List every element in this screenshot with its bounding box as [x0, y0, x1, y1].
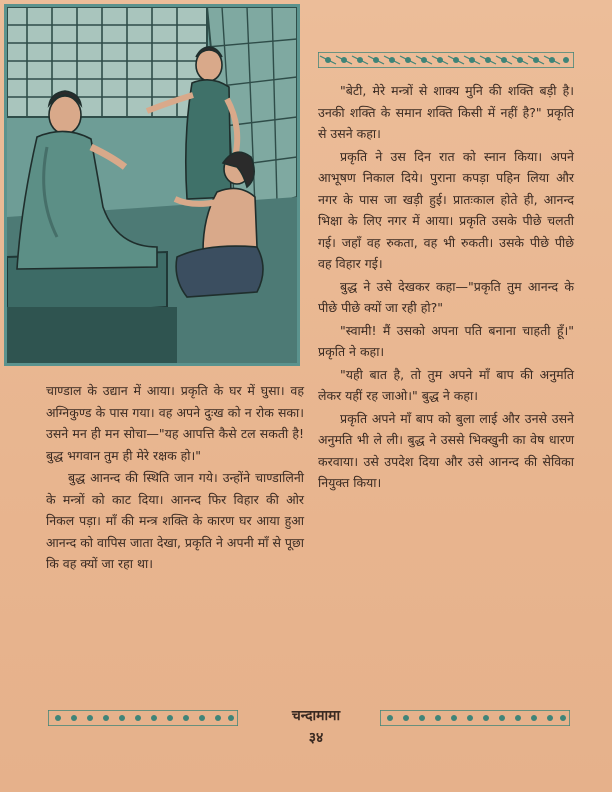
right-text-column: [318, 80, 574, 495]
paragraph: चाण्डाल के उद्यान में आया। प्रकृति के घर में घुसा। वह अग्निकुण्ड के पास गया। वह अपने दुःख को न रोक सका। उसने मन ही मन सोचा—"यह आपत्ति कैसे टल सकती है! बुद्ध भगवान तुम ही मेरे रक्षक हो।": [46, 383, 304, 463]
paragraph: प्रकृति ने उस दिन रात को स्नान किया। अपने आभूषण निकाल दिये। पुराना कपड़ा पहिन लिया और नगर के पास जा खड़ी हुई। प्रातःकाल होते ही, आनन्द भिक्षा के लिए नगर में आया। प्रकृति उसके पीछे चलती गई। जहाँ वह रुकता, वह भी रुकती। उसके पीछे पीछे वह विहार गई।: [318, 148, 574, 271]
floral-border-icon: [318, 52, 574, 68]
paragraph: "स्वामी! मैं उसको अपना पति बनाना चाहती हूँ।" प्रकृति ने कहा।: [318, 322, 574, 359]
paragraph: "यही बात है, तो तुम अपने माँ बाप की अनुमति लेकर यहीं रह जाओ।" बुद्ध ने कहा।: [318, 366, 574, 403]
magazine-title: चन्दामामा: [291, 708, 341, 724]
illustration-panel: [4, 4, 300, 366]
paragraph: बुद्ध ने उसे देखकर कहा—"प्रकृति तुम आनन्द के पीछे पीछे क्यों जा रही हो?": [318, 278, 574, 315]
paragraph: प्रकृति अपने माँ बाप को बुला लाई और उनसे उसने अनुमति भी ले ली। बुद्ध ने उससे भिक्खुनी का वेष धारण करवाया। उसे उपदेश दिया और उसे आनन्द की सेविका नियुक्त किया।: [318, 410, 574, 490]
floral-border-icon: [380, 710, 570, 726]
left-text-column: [46, 380, 304, 576]
page-number: ३४: [308, 730, 324, 746]
footer-ornament-right: [380, 710, 570, 726]
paragraph: "बेटी, मेरे मन्त्रों से शाक्य मुनि की शक्ति बड़ी है। उनकी शक्ति के समान शक्ति किसी में नहीं है?" प्रकृति से उसने कहा।: [318, 83, 574, 141]
paragraph: बुद्ध आनन्द की स्थिति जान गये। उन्होंने चाण्डालिनी के मन्त्रों को काट दिया। आनन्द फिर विहार की ओर निकल पड़ा। माँ की मन्त्र शक्ति के कारण घर आया हुआ आनन्द को वापिस जाता देखा, प्रकृति ने अपनी माँ से पूछा कि वह क्यों जा रहा था।: [46, 470, 304, 571]
top-ornament-border: [318, 52, 574, 68]
footer-ornament-left: [48, 710, 238, 726]
illustration-buddha-ananda-prakriti-icon: [7, 7, 297, 363]
floral-border-icon: [48, 710, 238, 726]
